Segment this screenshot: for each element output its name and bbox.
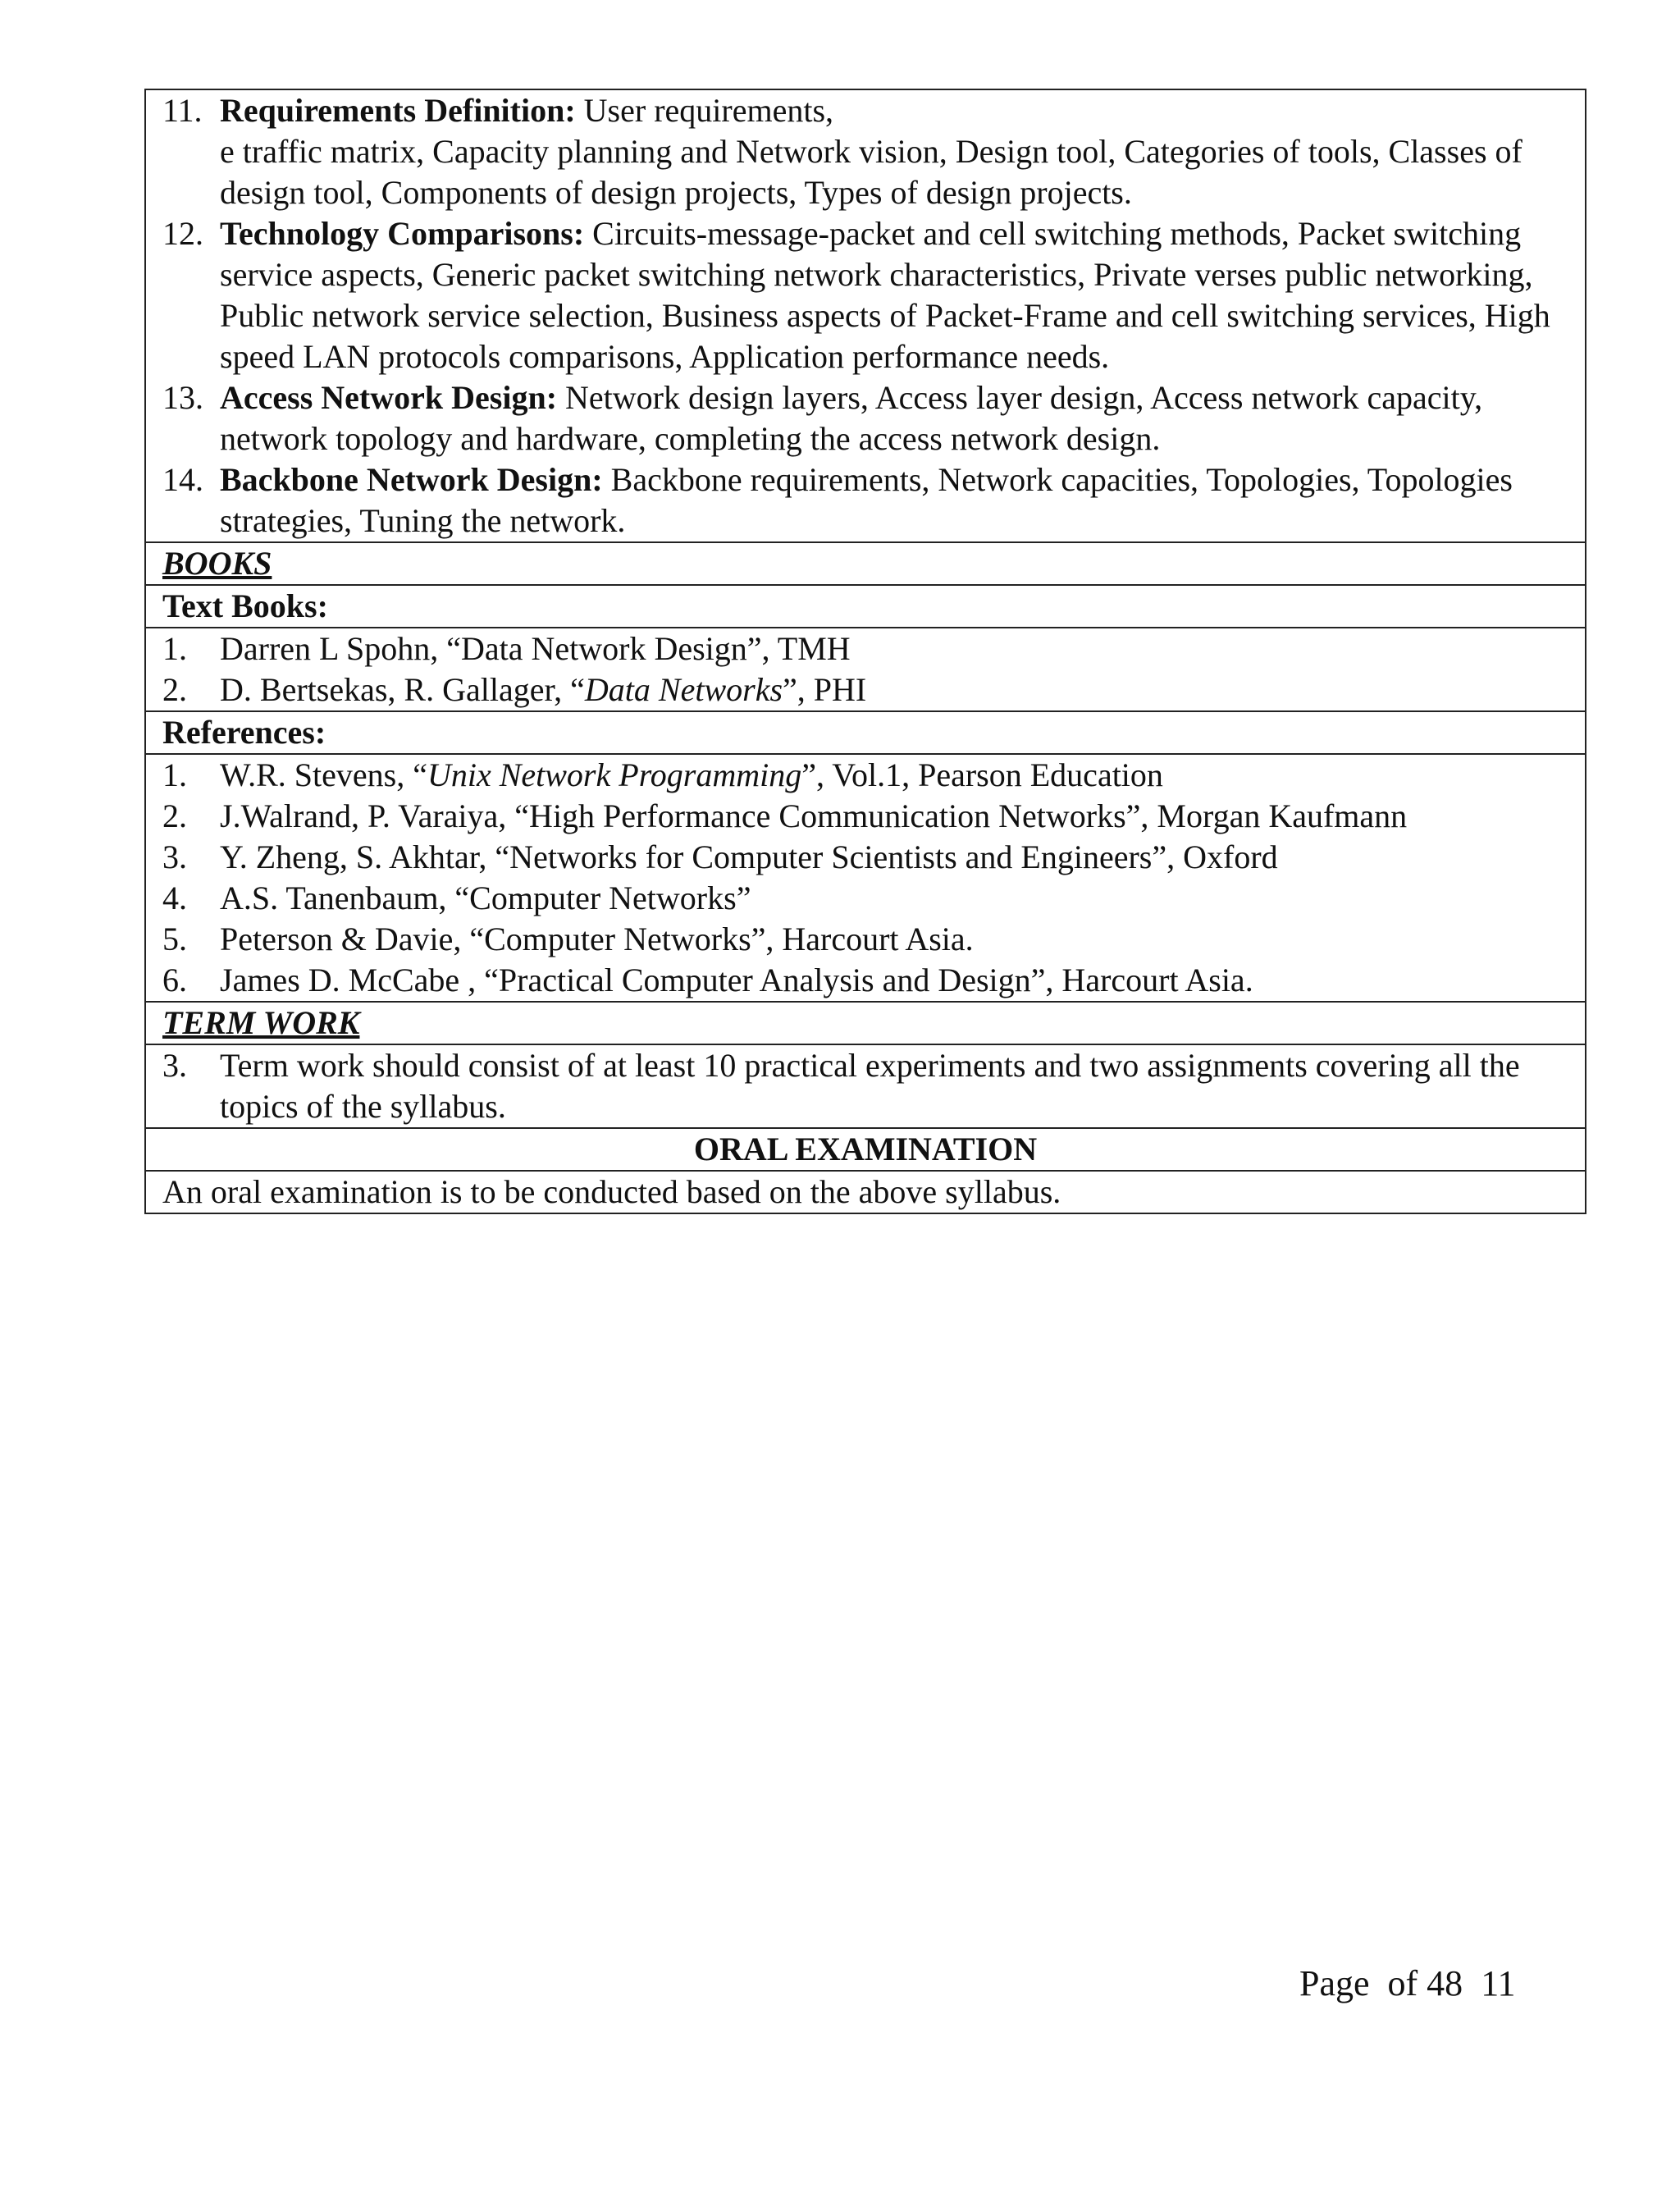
item-number: 14. <box>162 461 203 498</box>
item-number: 3. <box>162 838 187 875</box>
topic-text: User requirements, <box>583 92 834 129</box>
term-work-row <box>145 1044 1586 1128</box>
topic-text: e traffic matrix, Capacity planning and Network vision, Design tool, Categories of tools, Classes of design tool, Components of design projects, Types of design projects. <box>220 133 1522 211</box>
list-item <box>162 1045 1568 1127</box>
list-item <box>162 960 1568 1001</box>
book-citation: D. Bertsekas, R. Gallager, “ <box>220 671 585 708</box>
topic-text: Backbone requirements, Network capacities, Topologies, Topologies strategies, Tuning the network. <box>220 461 1513 539</box>
list-item <box>162 796 1568 837</box>
oral-examination-text: An oral examination is to be conducted based on the above syllabus. <box>145 1171 1586 1213</box>
references-row <box>145 754 1586 1002</box>
list-item <box>162 90 1568 213</box>
item-number: 3. <box>162 1047 187 1084</box>
references-heading-row <box>145 711 1586 754</box>
list-item <box>162 669 1568 710</box>
list-item <box>162 459 1568 541</box>
syllabus-table <box>144 89 1586 1214</box>
list-item <box>162 919 1568 960</box>
term-work-text: Term work should consist of at least 10 practical experiments and two assignments covering all the topics of the syllabus. <box>220 1047 1520 1125</box>
syllabus-topics-cell <box>145 89 1586 542</box>
reference-citation: James D. McCabe , “Practical Computer Analysis and Design”, Harcourt Asia. <box>220 962 1253 998</box>
term-work-heading-row <box>145 1002 1586 1044</box>
books-heading-row <box>145 542 1586 585</box>
item-number: 1. <box>162 756 187 793</box>
reference-citation: Y. Zheng, S. Akhtar, “Networks for Computer Scientists and Engineers”, Oxford <box>220 838 1278 875</box>
topic-text: Circuits-message-packet and cell switching methods, Packet switching service aspects, Generic packet switching network characteristics, Private verses public networking, Public network service selection, Business aspects of Packet-Frame and cell switching services, High speed LAN protocols comparisons, Application performance needs. <box>220 215 1550 375</box>
references-heading: References: <box>162 714 326 751</box>
book-title: Data Networks <box>584 671 783 708</box>
list-item <box>162 837 1568 878</box>
text-books-row <box>145 628 1586 711</box>
list-item <box>162 377 1568 459</box>
item-number: 2. <box>162 671 187 708</box>
reference-citation: A.S. Tanenbaum, “Computer Networks” <box>220 879 751 916</box>
list-item <box>162 878 1568 919</box>
item-number: 6. <box>162 962 187 998</box>
topic-title: Backbone Network Design: <box>220 461 603 498</box>
list-item <box>162 213 1568 377</box>
item-number: 12. <box>162 215 203 252</box>
text-books-list <box>162 628 1568 710</box>
page-footer <box>1299 1961 1516 2007</box>
oral-examination-heading: ORAL EXAMINATION <box>145 1128 1586 1171</box>
reference-citation: J.Walrand, P. Varaiya, “High Performance Communication Networks”, Morgan Kaufmann <box>220 797 1408 834</box>
syllabus-topics-row <box>145 89 1586 542</box>
topic-text: Network design layers, Access layer design, Access network capacity, network topology and hardware, completing the access network design. <box>220 379 1483 457</box>
references-list <box>162 755 1568 1001</box>
topic-title: Technology Comparisons: <box>220 215 585 252</box>
page-number: 11 <box>1481 1963 1516 2003</box>
item-number: 5. <box>162 921 187 957</box>
oral-text-row <box>145 1171 1586 1213</box>
term-work-list <box>162 1045 1568 1127</box>
books-heading: BOOKS <box>162 545 272 582</box>
list-item <box>162 628 1568 669</box>
item-number: 1. <box>162 630 187 667</box>
reference-citation-end: ”, Vol.1, Pearson Education <box>801 756 1163 793</box>
topic-title: Access Network Design: <box>220 379 558 416</box>
reference-citation: Peterson & Davie, “Computer Networks”, Harcourt Asia. <box>220 921 974 957</box>
book-citation-end: ”, PHI <box>783 671 867 708</box>
reference-citation: W.R. Stevens, “ <box>220 756 427 793</box>
item-number: 13. <box>162 379 203 416</box>
syllabus-topic-list <box>162 90 1568 541</box>
text-books-heading: Text Books: <box>162 587 328 624</box>
topic-title: Requirements Definition: <box>220 92 576 129</box>
reference-title: Unix Network Programming <box>427 756 802 793</box>
item-number: 11. <box>162 92 203 129</box>
list-item <box>162 755 1568 796</box>
oral-heading-row <box>145 1128 1586 1171</box>
text-books-heading-row <box>145 585 1586 628</box>
page-label: Page of 48 <box>1299 1963 1463 2003</box>
item-number: 4. <box>162 879 187 916</box>
term-work-heading: TERM WORK <box>162 1004 360 1041</box>
item-number: 2. <box>162 797 187 834</box>
book-citation: Darren L Spohn, “Data Network Design”, TMH <box>220 630 851 667</box>
